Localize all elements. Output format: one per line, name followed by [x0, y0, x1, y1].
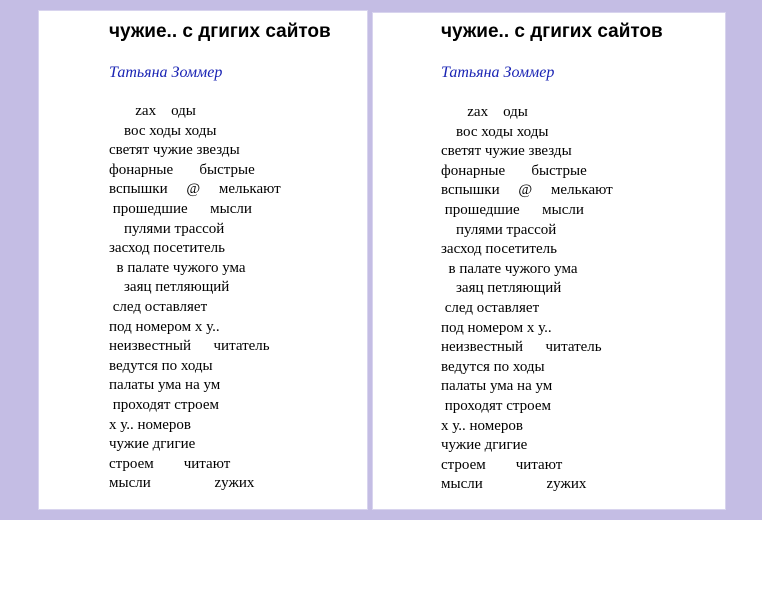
poem-line: палаты ума на ум — [441, 378, 553, 395]
poem-page-right — [372, 12, 726, 510]
poem-line: мысли zужих — [441, 476, 587, 493]
poem-line: мысли zужих — [109, 475, 255, 492]
poem-line: светят чужие звезды — [441, 143, 572, 160]
poem-line: след оставляет — [109, 299, 208, 315]
poem-line: чужие дгигие — [109, 436, 196, 453]
poem-line: x у.. номеров — [109, 416, 191, 433]
poem-line: ведутся по ходы — [109, 357, 213, 374]
poem-line: засход посетитель — [441, 241, 557, 258]
poem-line: прошедшие мысли — [109, 201, 252, 217]
poem-page-left — [38, 10, 368, 510]
poem-line: вспышки @ мелькают — [441, 182, 613, 199]
poem-line: в палате чужого ума — [441, 260, 578, 277]
poem-line: x у.. номеров — [441, 417, 523, 434]
poem-line: неизвестный читатель — [441, 339, 602, 356]
poem-line: чужие дгигие — [441, 437, 528, 454]
poem-line: фонарные быстрые — [441, 162, 587, 179]
poem-line: ведутся по ходы — [441, 358, 545, 375]
poem-line: фонарные быстрые — [109, 161, 255, 178]
poem-title: чужие.. с дгигих сайтов — [441, 21, 663, 42]
poem-line: zax оды — [441, 104, 528, 120]
poem-line: вос ходы ходы — [109, 122, 217, 139]
poem-line: проходят строем — [441, 398, 551, 414]
poem-line: неизвестный читатель — [109, 338, 270, 355]
poem-line: светят чужие звезды — [109, 142, 240, 159]
poem-line: след оставляет — [441, 300, 540, 316]
poem-line: строем читают — [441, 456, 563, 473]
poem-title: чужие.. с дгигих сайтов — [109, 21, 331, 42]
poem-author: Татьяна Зоммер — [109, 64, 223, 81]
poem-line: вспышки @ мелькают — [109, 181, 281, 198]
poem-line: в палате чужого ума — [109, 259, 246, 276]
poem-line: прошедшие мысли — [441, 202, 584, 218]
poem-line: проходят строем — [109, 397, 219, 413]
poem-line: засход посетитель — [109, 240, 225, 257]
poem-line: пулями трассой — [109, 220, 225, 237]
poem-line: заяц петляющий — [441, 280, 562, 297]
poem-author: Татьяна Зоммер — [441, 64, 555, 81]
poem-line: заяц петляющий — [109, 279, 230, 296]
poem-line: строем читают — [109, 455, 231, 472]
poem-line: zax оды — [109, 103, 196, 119]
poem-line: палаты ума на ум — [109, 377, 221, 394]
poem-line: вос ходы ходы — [441, 123, 549, 140]
poem-line: под номером x у.. — [109, 318, 220, 335]
poem-line: пулями трассой — [441, 221, 557, 238]
poem-line: под номером x у.. — [441, 319, 552, 336]
